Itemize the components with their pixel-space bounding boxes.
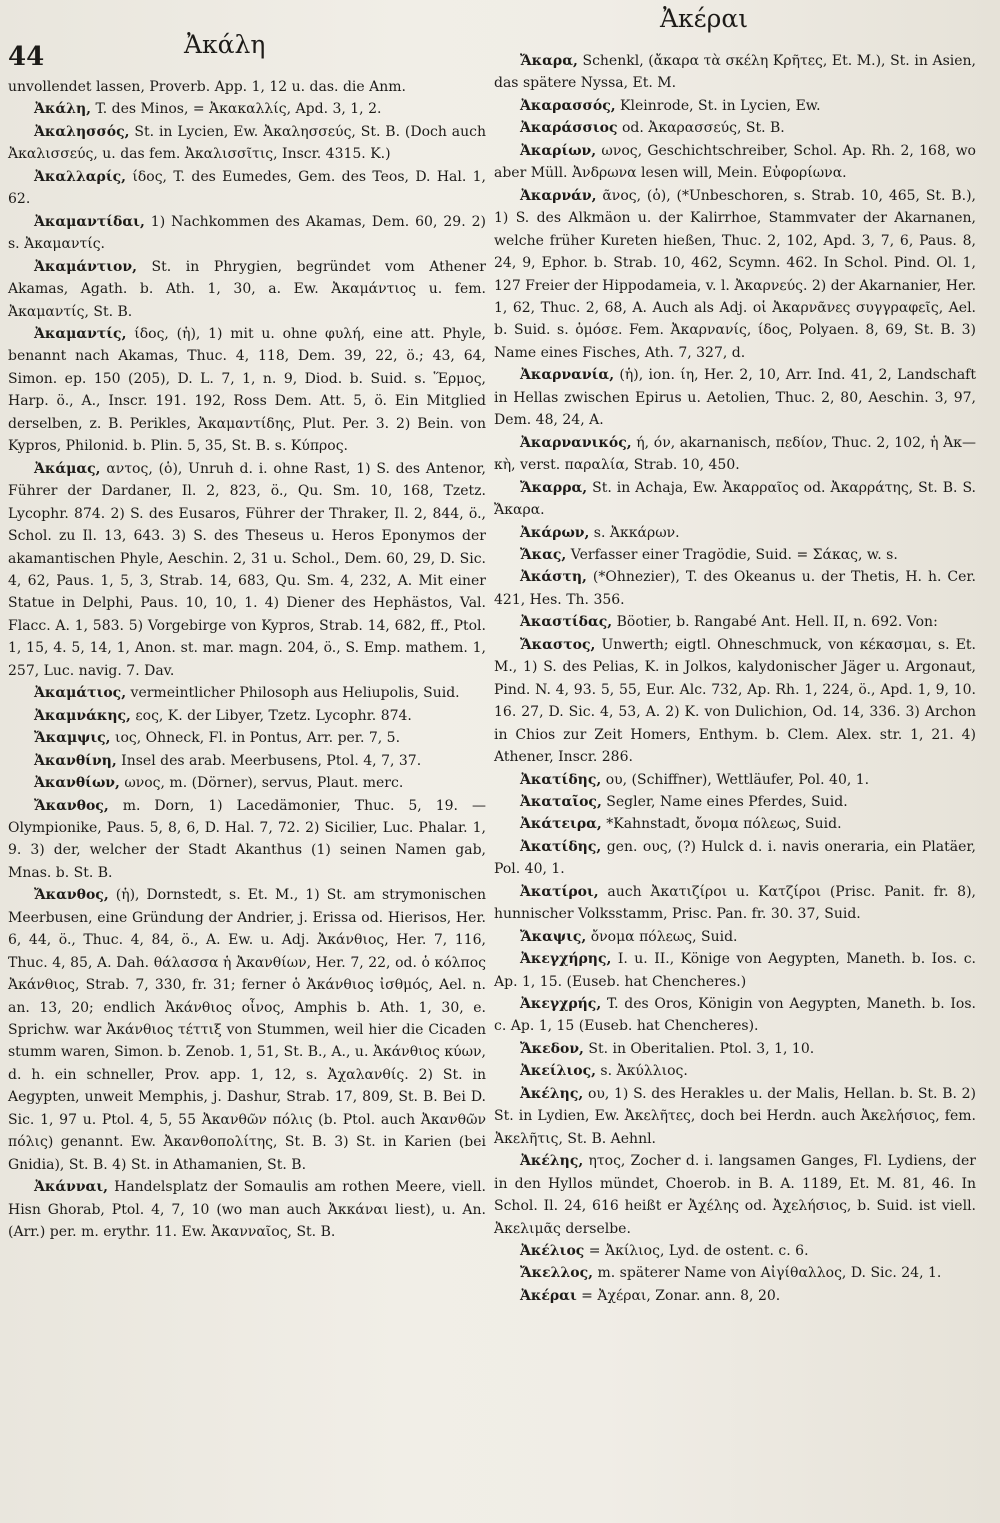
entry-text: Handelsplatz der Somaulis am rothen Meere, viell. Hisn Ghorab, Ptol. 4, 7, 10 (wo man auch Ἀκκάναι liest), u. An. (Arr.) per. m. erythr. 11. Ew. Ἀκανναῖος, St. B. — [8, 1179, 486, 1241]
entry-headword: Ἀκαρνανία, — [520, 367, 615, 384]
entry-headword: Ἀκατίδης, — [520, 771, 602, 788]
dictionary-entry — [494, 477, 976, 522]
dictionary-entry — [494, 95, 976, 117]
dictionary-entry — [8, 458, 486, 683]
running-head-right: Ἀκέραι — [660, 4, 749, 33]
entry-text: St. in Oberitalien. Ptol. 3, 1, 10. — [583, 1040, 815, 1057]
entry-headword: Ἄκαρρα, — [520, 479, 588, 496]
dictionary-entry — [494, 1240, 976, 1262]
dictionary-entry — [8, 76, 486, 98]
dictionary-entry — [494, 926, 976, 948]
entry-text: Insel des arab. Meerbusens, Ptol. 4, 7, 37. — [116, 752, 422, 769]
left-column — [8, 76, 486, 1244]
dictionary-entry — [494, 432, 976, 477]
dictionary-entry — [494, 1262, 976, 1284]
entry-text: (*Ohnezier), T. des Okeanus u. der Thetis, H. h. Cer. 421, Hes. Th. 356. — [494, 569, 976, 608]
entry-text: ου, (Schiffner), Wettläufer, Pol. 40, 1. — [601, 771, 870, 788]
dictionary-entry — [8, 256, 486, 323]
entry-text: Unwerth; eigtl. Ohneschmuck, von κέκασμαι, s. Et. M., 1) S. des Pelias, K. in Jolkos, kalydonischer Jäger u. Argonaut, Pind. N. 4, 93. 5, 55, Eur. Alc. 732, Ap. Rh. 1, 224, ö., Apd. 1, 9, 10. 16. 27, D. Sic. 4, 53, A. 2) K. von Dulichion, Od. 14, 336. 3) Archon in Chios zur Zeit Homers, Enthym. b. Clem. Alex. str. 1, 21. 4) Athener, Inscr. 286. — [494, 636, 976, 766]
entry-text: ή, όν, akarnanisch, πεδίον, Thuc. 2, 102, ἡ Ἀκ—κὴ, verst. παραλία, Strab. 10, 450. — [494, 434, 976, 474]
dictionary-entry — [8, 772, 486, 794]
entry-text: (ἡ), ion. ίη, Her. 2, 10, Arr. Ind. 41, 2, Landschaft in Hellas zwischen Epirus u. Aetolien, Thuc. 2, 80, Aeschin. 3, 97, Dem. 48, 24, A. — [494, 367, 976, 429]
dictionary-entry — [494, 881, 976, 926]
dictionary-entry — [494, 117, 976, 139]
entry-headword: Ἀκεγχρής, — [520, 996, 602, 1013]
entry-headword: Ἀκαρασσός, — [520, 97, 616, 114]
entry-text: ιος, Ohneck, Fl. in Pontus, Arr. per. 7, 5. — [110, 730, 401, 747]
dictionary-entry — [8, 121, 486, 166]
entry-headword: Ἄκαστος, — [520, 636, 596, 653]
entry-headword: Ἀκαμαντίδαι, — [34, 213, 145, 230]
dictionary-entry — [8, 98, 486, 120]
entry-headword: Ἄκεδον, — [520, 1040, 584, 1057]
entry-headword: Ἀκάτειρα, — [520, 816, 602, 833]
dictionary-entry — [494, 140, 976, 185]
dictionary-entry — [494, 611, 976, 633]
dictionary-entry — [494, 791, 976, 813]
entry-text: unvollendet lassen, Proverb. App. 1, 12 u. das. die Anm. — [8, 79, 406, 95]
dictionary-entry — [8, 884, 486, 1176]
entry-headword: Ἀκατίδης, — [520, 838, 602, 855]
running-head-left: Ἀκάλη — [184, 30, 266, 59]
entry-headword: Ἄκανθος, — [34, 797, 109, 814]
entry-headword: Ἀκάρων, — [520, 524, 590, 541]
dictionary-entry — [494, 364, 976, 431]
entry-text: s. Ἀκύλλιος. — [595, 1063, 688, 1080]
entry-headword: Ἀκάνναι, — [34, 1179, 108, 1196]
entry-text: s. Ἀκκάρων. — [589, 524, 680, 541]
entry-text: ίδος, T. des Eumedes, Gem. des Teos, D. Hal. 1, 62. — [8, 168, 486, 208]
entry-headword: Ἀκάμας, — [34, 460, 101, 477]
entry-headword: Ἀκαρίων, — [520, 142, 597, 159]
entry-text: ωνος, m. (Dörner), servus, Plaut. merc. — [119, 775, 404, 792]
entry-text: St. in Phrygien, begründet vom Athener Akamas, Agath. b. Ath. 1, 30, a. Ew. Ἀκαμάντιος u. fem. Ἀκαμαντίς, St. B. — [8, 258, 486, 320]
entry-headword: Ἀκαμάτιος, — [34, 685, 127, 702]
dictionary-entry — [8, 166, 486, 211]
entry-headword: Ἀκατίροι, — [520, 883, 599, 900]
entry-headword: Ἀκέλης, — [520, 1153, 584, 1170]
dictionary-entry — [494, 566, 976, 611]
entry-headword: Ἀκανθίων, — [34, 775, 120, 792]
dictionary-entry — [494, 544, 976, 566]
dictionary-entry — [494, 769, 976, 791]
entry-text: Böotier, b. Rangabé Ant. Hell. II, n. 692. Von: — [612, 614, 938, 631]
entry-text: Schenkl, (ἄκαρα τὰ σκέλη Κρῆτες, Et. M.), St. in Asien, das spätere Nyssa, Et. M. — [494, 53, 976, 92]
right-column — [494, 50, 976, 1307]
entry-headword: Ἀκεγχήρης, — [520, 951, 612, 968]
entry-text: m. späterer Name von Αἰγίθαλλος, D. Sic. 24, 1. — [593, 1265, 942, 1282]
dictionary-entry — [494, 813, 976, 835]
entry-text: I. u. II., Könige von Aegypten, Maneth. b. Ios. c. Ap. 1, 15. (Euseb. hat Chencheres.) — [494, 951, 976, 990]
entry-headword: Ἀκάστη, — [520, 569, 587, 586]
entry-text: ητος, Zocher d. i. langsamen Ganges, Fl. Lydiens, der in den Hyllos mündet, Choerob. in B. A. 1189, Et. M. 81, 46. In Schol. Il. 24, 616 heißt er Ἀχέλης od. Ἀχελήσιος, b. Suid. ist viell. Ἀκελιμᾶς derselbe. — [494, 1153, 976, 1237]
dictionary-entry — [494, 836, 976, 881]
entry-headword: Ἀκανθίνη, — [34, 752, 117, 769]
dictionary-entry — [494, 1083, 976, 1150]
entry-text: *Kahnstadt, ὄνομα πόλεως, Suid. — [601, 816, 842, 833]
entry-text: (ἡ), Dornstedt, s. Et. M., 1) St. am strymonischen Meerbusen, eine Gründung der Andrier, j. Erissa od. Hierisos, Her. 6, 44, ö., Thuc. 4, 84, ö., A. Ew. u. Adj. Ἀκάνθιος, Her. 7, 116, Thuc. 4, 85, A. Dah. θάλασσα ἡ Ἀκανθίων, Her. 7, 22, od. ὁ κόλπος Ἀκάνθιος, Strab. 7, 330, fr. 31; ferner ὁ Ἀκάνθιος ἰσθμός, Ael. n. an. 13, 20; endlich Ἀκάνθιος οἶνος, Amphis b. Ath. 1, 30, e. Sprichw. war Ἀκάνθιος τέττιξ von Stummen, weil hier die Cicaden stumm waren, Simon. b. Zenob. 1, 51, St. B., A., u. Ἀκάνθιος κύων, d. h. ein schneller, Prov. app. 1, 12, s. Ἀχαλανθίς. 2) St. in Aegypten, unweit Memphis, j. Dashur, Strab. 17, 809, St. B. Bei D. Sic. 1, 97 u. Ptol. 4, 5, 55 Ἀκανθῶν πόλις (b. Ptol. auch Ἀκανθῶν πόλις) genannt. Ew. Ἀκανθοπολίτης, St. B. 3) St. in Karien (bei Gnidia), St. B. 4) St. in Athamanien, St. B. — [8, 887, 486, 1173]
entry-headword: Ἄκελλος, — [520, 1265, 594, 1282]
entry-headword: Ἄκας, — [520, 546, 567, 563]
entry-text: 1) Nachkommen des Akamas, Dem. 60, 29. 2) s. Ἀκαμαντίς. — [8, 213, 486, 253]
entry-text: od. Ἀκαρασσεύς, St. B. — [617, 120, 785, 137]
entry-headword: Ἀκαμνάκης, — [34, 707, 131, 724]
dictionary-entry — [494, 50, 976, 95]
entry-headword: Ἀκαρνανικός, — [520, 434, 632, 451]
entry-text: ωνος, Geschichtschreiber, Schol. Ap. Rh. 2, 168, wo aber Müll. Ἀνδρωνα lesen will, Mein. Εὐφορίωνα. — [494, 142, 976, 182]
entry-headword: Ἀκαστίδας, — [520, 614, 613, 631]
entry-headword: Ἀκαμαντίς, — [34, 325, 127, 342]
entry-text: T. des Minos, = Ἀκακαλλίς, Apd. 3, 1, 2. — [91, 101, 382, 118]
entry-text: vermeintlicher Philosoph aus Heliupolis, Suid. — [126, 685, 460, 702]
entry-text: auch Ἀκατιζίροι u. Κατζίροι (Prisc. Panit. fr. 8), hunnischer Volksstamm, Prisc. Pan. fr. 30. 37, Suid. — [494, 883, 976, 923]
entry-headword: Ἀκαλησσός, — [34, 123, 130, 140]
entry-text: Verfasser einer Tragödie, Suid. = Σάκας, w. s. — [566, 546, 898, 563]
dictionary-entry — [494, 522, 976, 544]
entry-headword: Ἀκείλιος, — [520, 1063, 596, 1080]
dictionary-entry — [494, 1150, 976, 1240]
entry-headword: Ἄκαρα, — [520, 53, 578, 69]
entry-text: Segler, Name eines Pferdes, Suid. — [601, 793, 848, 810]
dictionary-entry — [494, 1038, 976, 1060]
entry-text: αντος, (ὁ), Unruh d. i. ohne Rast, 1) S. des Antenor, Führer der Dardaner, Il. 2, 823, ö., Qu. Sm. 10, 168, Tzetz. Lycophr. 874. 2) S. des Eusaros, Führer der Thraker, Il. 2, 844, ö., Schol. zu Il. 13, 643. 3) S. des Theseus u. Heros Eponymos der akamantischen Phyle, Aeschin. 2, 31 u. Schol., Dem. 60, 29, D. Sic. 4, 62, Paus. 1, 5, 3, Strab. 14, 683, Qu. Sm. 4, 232, A. Mit einer Statue in Delphi, Paus. 10, 10, 1. 4) Diener des Hephästos, Val. Flacc. A. 1, 583. 5) Vorgebirge von Kypros, Strab. 14, 682, ff., Ptol. 1, 15, 4. 5, 14, 1, Anon. st. mar. magn. 204, ö., S. Emp. mathem. 1, 257, Luc. navig. 7. Dav. — [8, 460, 486, 679]
entry-text: St. in Achaja, Ew. Ἀκαρραῖος od. Ἀκαρράτης, St. B. S. Ἄκαρα. — [494, 479, 976, 519]
entry-headword: Ἀκάλη, — [34, 101, 91, 118]
entry-headword: Ἀκέραι — [520, 1287, 577, 1304]
dictionary-entry — [8, 211, 486, 256]
entry-text: St. in Lycien, Ew. Ἀκαλησσεύς, St. B. (Doch auch Ἀκαλισσεύς, u. das fem. Ἀκαλισσῖτις, Inscr. 4315. K.) — [8, 123, 486, 163]
entry-text: εος, K. der Libyer, Tzetz. Lycophr. 874. — [130, 707, 412, 724]
entry-text: ὄνομα πόλεως, Suid. — [586, 928, 738, 945]
entry-text: Kleinrode, St. in Lycien, Ew. — [615, 97, 821, 114]
entry-headword: Ἄκαμψις, — [34, 730, 111, 747]
entry-headword: Ἄκανθος, — [34, 887, 109, 904]
entry-text: ου, 1) S. des Herakles u. der Malis, Hellan. b. St. B. 2) St. in Lydien, Ew. Ἀκελῆτες, doch bei Herdn. auch Ἀκελήσιος, fem. Ἀκελῆτις, St. B. Aehnl. — [494, 1085, 976, 1147]
entry-headword: Ἀκέλιος — [520, 1243, 585, 1260]
dictionary-entry — [494, 993, 976, 1038]
entry-headword: Ἀκαταῖος, — [520, 793, 602, 810]
dictionary-entry — [8, 705, 486, 727]
entry-text: gen. ους, (?) Hulck d. i. navis oneraria, ein Platäer, Pol. 40, 1. — [494, 838, 976, 878]
entry-text: m. Dorn, 1) Lacedämonier, Thuc. 5, 19. — Olympionike, Paus. 5, 8, 6, D. Hal. 7, 72. 2) Sicilier, Luc. Phalar. 1, 9. 3) der, welcher der Stadt Akanthus (1) seinen Namen gab, Mnas. b. St. B. — [8, 797, 486, 881]
entry-headword: Ἀκαλλαρίς, — [34, 168, 127, 185]
entry-text: ίδος, (ἡ), 1) mit u. ohne φυλή, eine att. Phyle, benannt nach Akamas, Thuc. 4, 118, Dem. 39, 22, ö.; 43, 64, Simon. ep. 150 (205), D. L. 7, 1, n. 9, Diod. b. Suid. s. Ἕρμος, Harp. ö., A., Inscr. 191. 192, Ross Dem. Att. 5, ö. Ein Mitglied derselben, z. B. Perikles, Ἀκαμαντίδης, Plut. Per. 3. 2) Bein. von Kypros, Philonid. b. Plin. 5, 35, St. B. s. Κύπρος. — [8, 325, 486, 455]
entry-headword: Ἀκέλης, — [520, 1085, 584, 1102]
dictionary-entry — [8, 682, 486, 704]
entry-text: T. des Oros, Königin von Aegypten, Maneth. b. Ios. c. Ap. 1, 15 (Euseb. hat Chencheres). — [494, 996, 976, 1035]
dictionary-entry — [494, 185, 976, 365]
entry-headword: Ἀκαμάντιον, — [34, 258, 137, 275]
entry-text: ᾶνος, (ὁ), (*Unbeschoren, s. Strab. 10, 465, St. B.), 1) S. des Alkmäon u. der Kalirrhoe, Stammvater der Akarnanen, welche früher Kureten hießen, Thuc. 2, 102, Apd. 3, 7, 6, Paus. 8, 24, 9, Ephor. b. Strab. 10, 462, Scymn. 462. In Schol. Pind. Ol. 1, 127 Freier der Hippodameia, v. l. Ἀκαρνεύς. 2) der Akarnanier, Her. 1, 62, Thuc. 2, 68, A. Auch als Adj. οἱ Ἀκαρνᾶνες συγγραφεῖς, Ael. b. Suid. s. ὁμόσε. Fem. Ἀκαρνανίς, ίδος, Polyaen. 8, 69, St. B. 3) Name eines Fisches, Ath. 7, 327, d. — [494, 187, 977, 361]
entry-headword: Ἀκαρνάν, — [520, 187, 597, 204]
entry-headword: Ἄκαψις, — [520, 928, 587, 945]
dictionary-entry — [494, 634, 976, 769]
dictionary-entry — [8, 323, 486, 458]
dictionary-entry — [8, 727, 486, 749]
dictionary-entry — [8, 795, 486, 885]
dictionary-entry — [494, 1285, 976, 1307]
page-number: 44 — [8, 42, 45, 72]
dictionary-entry — [494, 948, 976, 993]
entry-headword: Ἀκαράσσιος — [520, 120, 618, 137]
entry-text: = Ἀκίλιος, Lyd. de ostent. c. 6. — [584, 1243, 809, 1260]
entry-text: = Ἀχέραι, Zonar. ann. 8, 20. — [576, 1287, 781, 1304]
dictionary-entry — [8, 1176, 486, 1243]
dictionary-entry — [494, 1060, 976, 1082]
dictionary-entry — [8, 750, 486, 772]
